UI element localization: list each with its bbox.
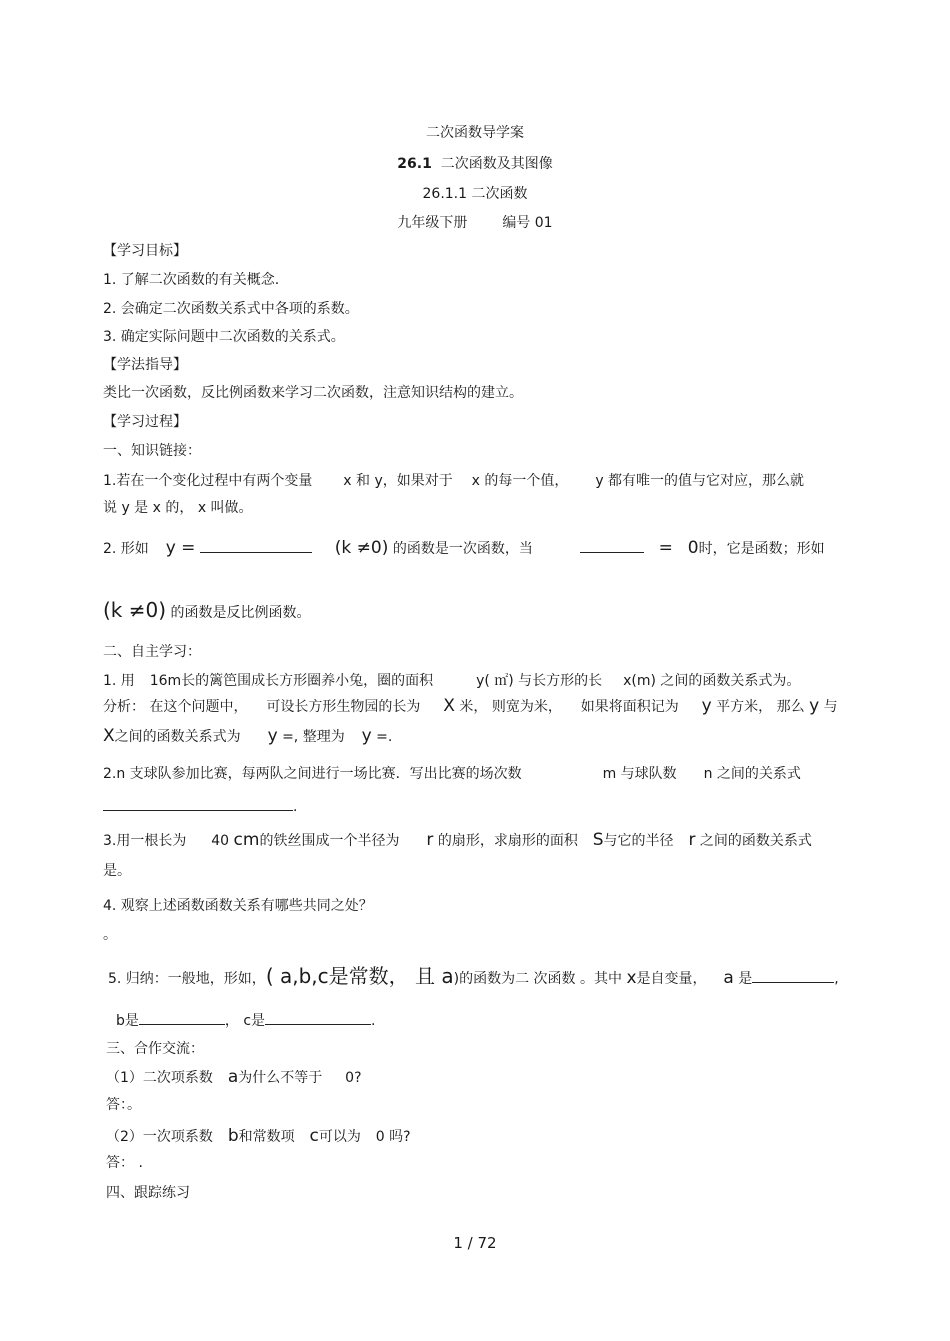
objective-item: 2. 会确定二次函数关系式中各项的系数。	[103, 301, 359, 317]
p3-q2-d: 0 吗?	[375, 1129, 411, 1145]
p2-q2-answer-line	[103, 800, 297, 814]
p2-q3-s: S	[592, 830, 604, 850]
p1-q2-end: 时，它是函数；形如	[698, 541, 825, 557]
p2-q5-a: 5. 归纳：一般地，形如，	[108, 971, 266, 987]
p2-analysis-line2	[103, 728, 392, 745]
p2-q3-a: 3.用一根长为	[103, 833, 187, 849]
grade-line	[0, 216, 950, 230]
answer-blank	[200, 551, 312, 553]
p1-q1-text-a: 1.若在一个变化过程中有两个变量	[103, 473, 313, 489]
section-heading	[0, 157, 950, 171]
p2-q2-c: n 之间的关系式	[703, 766, 801, 782]
p2-ana-y2: y	[809, 696, 820, 716]
p1-q2b-text: 的函数是反比例函数。	[170, 605, 311, 621]
p3-q2-var: b	[227, 1126, 239, 1146]
objective-item: 3. 确定实际问题中二次函数的关系式。	[103, 329, 345, 345]
part2-heading: 二、自主学习：	[103, 644, 201, 660]
page-number: 1 / 72	[453, 1234, 497, 1252]
subsection-heading: 26.1.1 二次函数	[422, 186, 528, 202]
objective-item: 1. 了解二次函数的有关概念.	[103, 272, 280, 288]
p2-q5-line2	[116, 1014, 376, 1028]
p2-ana-c: 米， 则宽为米，	[459, 699, 562, 715]
p2-q1-b: 16m长的篱笆围成长方形圈养小兔，圈的面积	[149, 673, 434, 689]
answer-blank	[752, 981, 834, 983]
p3-answer2: 答： .	[106, 1155, 143, 1171]
p2-q5-x: x	[626, 968, 637, 988]
p2-ana-b: 可设长方形生物园的长为	[266, 699, 421, 715]
p2-q1-line	[103, 674, 800, 688]
p2-q5-end2: .	[371, 1013, 376, 1029]
p2-ana-f: 与	[823, 699, 838, 715]
p2-q5-big: ( a,b,c是常数， 且 a	[265, 964, 454, 988]
answer-blank	[103, 809, 293, 811]
p1-q1-line1	[103, 474, 804, 488]
p2-q3-line2: 是。	[103, 863, 131, 879]
p3-q1-b: 为什么不等于	[238, 1070, 323, 1086]
p2-q5-c-label: ， c是	[224, 1013, 266, 1029]
p2-ana-x: X	[443, 696, 455, 716]
p2-q3-b: 40	[211, 833, 230, 849]
p3-q2-c: 可以为	[318, 1129, 361, 1145]
p2-q3-d: 的扇形，求扇形的面积	[437, 833, 578, 849]
p1-q1-line2: 说 y 是 x 的， x 叫做。	[103, 500, 253, 516]
p1-q2-y: y =	[165, 538, 196, 558]
p2-q3-r: r	[426, 830, 434, 850]
p2-q1-a: 1. 用	[103, 673, 135, 689]
doc-number: 编号 01	[502, 215, 553, 231]
section-number: 26.1	[397, 156, 432, 172]
p1-q2b-cond: (k ≠0)	[103, 598, 167, 622]
answer-blank	[265, 1023, 371, 1025]
p2-q4-answer: 。	[103, 927, 117, 943]
p2-ana-a: 分析： 在这个问题中，	[103, 699, 248, 715]
p3-q2-line	[106, 1128, 411, 1145]
page-title: 二次函数导学案	[426, 125, 524, 141]
objectives-heading: 【学习目标】	[103, 243, 187, 259]
p2-q3-line	[103, 832, 812, 849]
p2-q5-line	[108, 966, 839, 987]
p2-q2-a: 2.n 支球队参加比赛，每两队之间进行一场比赛．写出比赛的场次数	[103, 766, 522, 782]
p1-q2-eq: =	[658, 538, 673, 558]
method-heading: 【学法指导】	[103, 357, 187, 373]
answer-blank	[139, 1023, 225, 1025]
p1-q2-zero: 0	[687, 538, 699, 558]
p1-q2-prefix: 2. 形如	[103, 541, 149, 557]
p3-q1-line	[106, 1069, 362, 1086]
p2-q5-end: ,	[834, 971, 839, 987]
p1-q1-text-c: x 的每一个值，	[471, 473, 569, 489]
p2-q3-c: 的铁丝围成一个半径为	[259, 833, 400, 849]
part1-heading: 一、知识链接：	[103, 443, 201, 459]
p2-q3-e: 与它的半径	[603, 833, 674, 849]
p3-answer1: 答：。	[106, 1097, 141, 1113]
p2-q3-cm: cm	[233, 830, 260, 850]
process-heading: 【学习过程】	[103, 414, 187, 430]
section-title: 二次函数及其图像	[440, 156, 553, 172]
p2-ana-d: 如果将面积记为	[580, 699, 679, 715]
p2-ana-e: 平方米， 那么	[716, 699, 805, 715]
p2-ana2-x: X	[103, 726, 115, 746]
p3-q1-var: a	[227, 1067, 239, 1087]
p2-analysis-line1	[103, 698, 838, 715]
p2-q2-line	[103, 767, 801, 781]
p2-q5-b-label: b是	[116, 1013, 139, 1029]
p1-q1-text-b: x 和 y，如果对于	[343, 473, 453, 489]
p2-q3-r2: r	[688, 830, 696, 850]
p2-q5-a2: a	[723, 968, 734, 988]
p3-q2-var2: c	[309, 1126, 319, 1146]
p2-ana2-b: =, 整理为	[282, 729, 345, 745]
part4-heading: 四、跟踪练习	[106, 1185, 190, 1201]
p2-q5-c: 是自变量，	[636, 971, 707, 987]
grade-label: 九年级下册	[397, 215, 468, 231]
answer-blank	[580, 551, 644, 553]
p2-q2-b: m 与球队数	[602, 766, 677, 782]
p3-q1-c: 0?	[345, 1070, 362, 1086]
p1-q1-text-d: y 都有唯一的值与它对应，那么就	[595, 473, 805, 489]
p1-q2-line	[103, 540, 825, 557]
p2-ana2-a: 之间的函数关系式为	[114, 729, 241, 745]
p2-ana2-y2: y	[361, 726, 372, 746]
p3-q1-a: （1）二次项系数	[106, 1070, 213, 1086]
p3-q2-b: 和常数项	[238, 1129, 295, 1145]
p2-q3-f: 之间的函数关系式	[699, 833, 812, 849]
p1-q2b-line	[103, 600, 310, 620]
p2-q4: 4. 观察上述函数函数关系有哪些共同之处？	[103, 898, 373, 914]
p1-q2-cond: (k ≠0)	[334, 538, 389, 558]
p2-q1-c: y( ㎡) 与长方形的长	[476, 673, 603, 689]
p2-ana-y: y	[701, 696, 712, 716]
p2-ana2-c: =.	[376, 729, 393, 745]
p2-q5-d: 是	[738, 971, 753, 987]
p1-q2-mid: 的函数是一次函数，当	[392, 541, 533, 557]
method-text: 类比一次函数，反比例函数来学习二次函数，注意知识结构的建立。	[103, 385, 523, 401]
p3-q2-a: （2）一次项系数	[106, 1129, 213, 1145]
p2-q2-end: .	[293, 799, 298, 815]
p2-q5-b: )的函数为二 次函数 。其中	[453, 971, 622, 987]
part3-heading: 三、合作交流：	[106, 1041, 204, 1057]
p2-ana2-y: y	[267, 726, 278, 746]
p2-q1-d: x(m) 之间的函数关系式为。	[623, 673, 801, 689]
